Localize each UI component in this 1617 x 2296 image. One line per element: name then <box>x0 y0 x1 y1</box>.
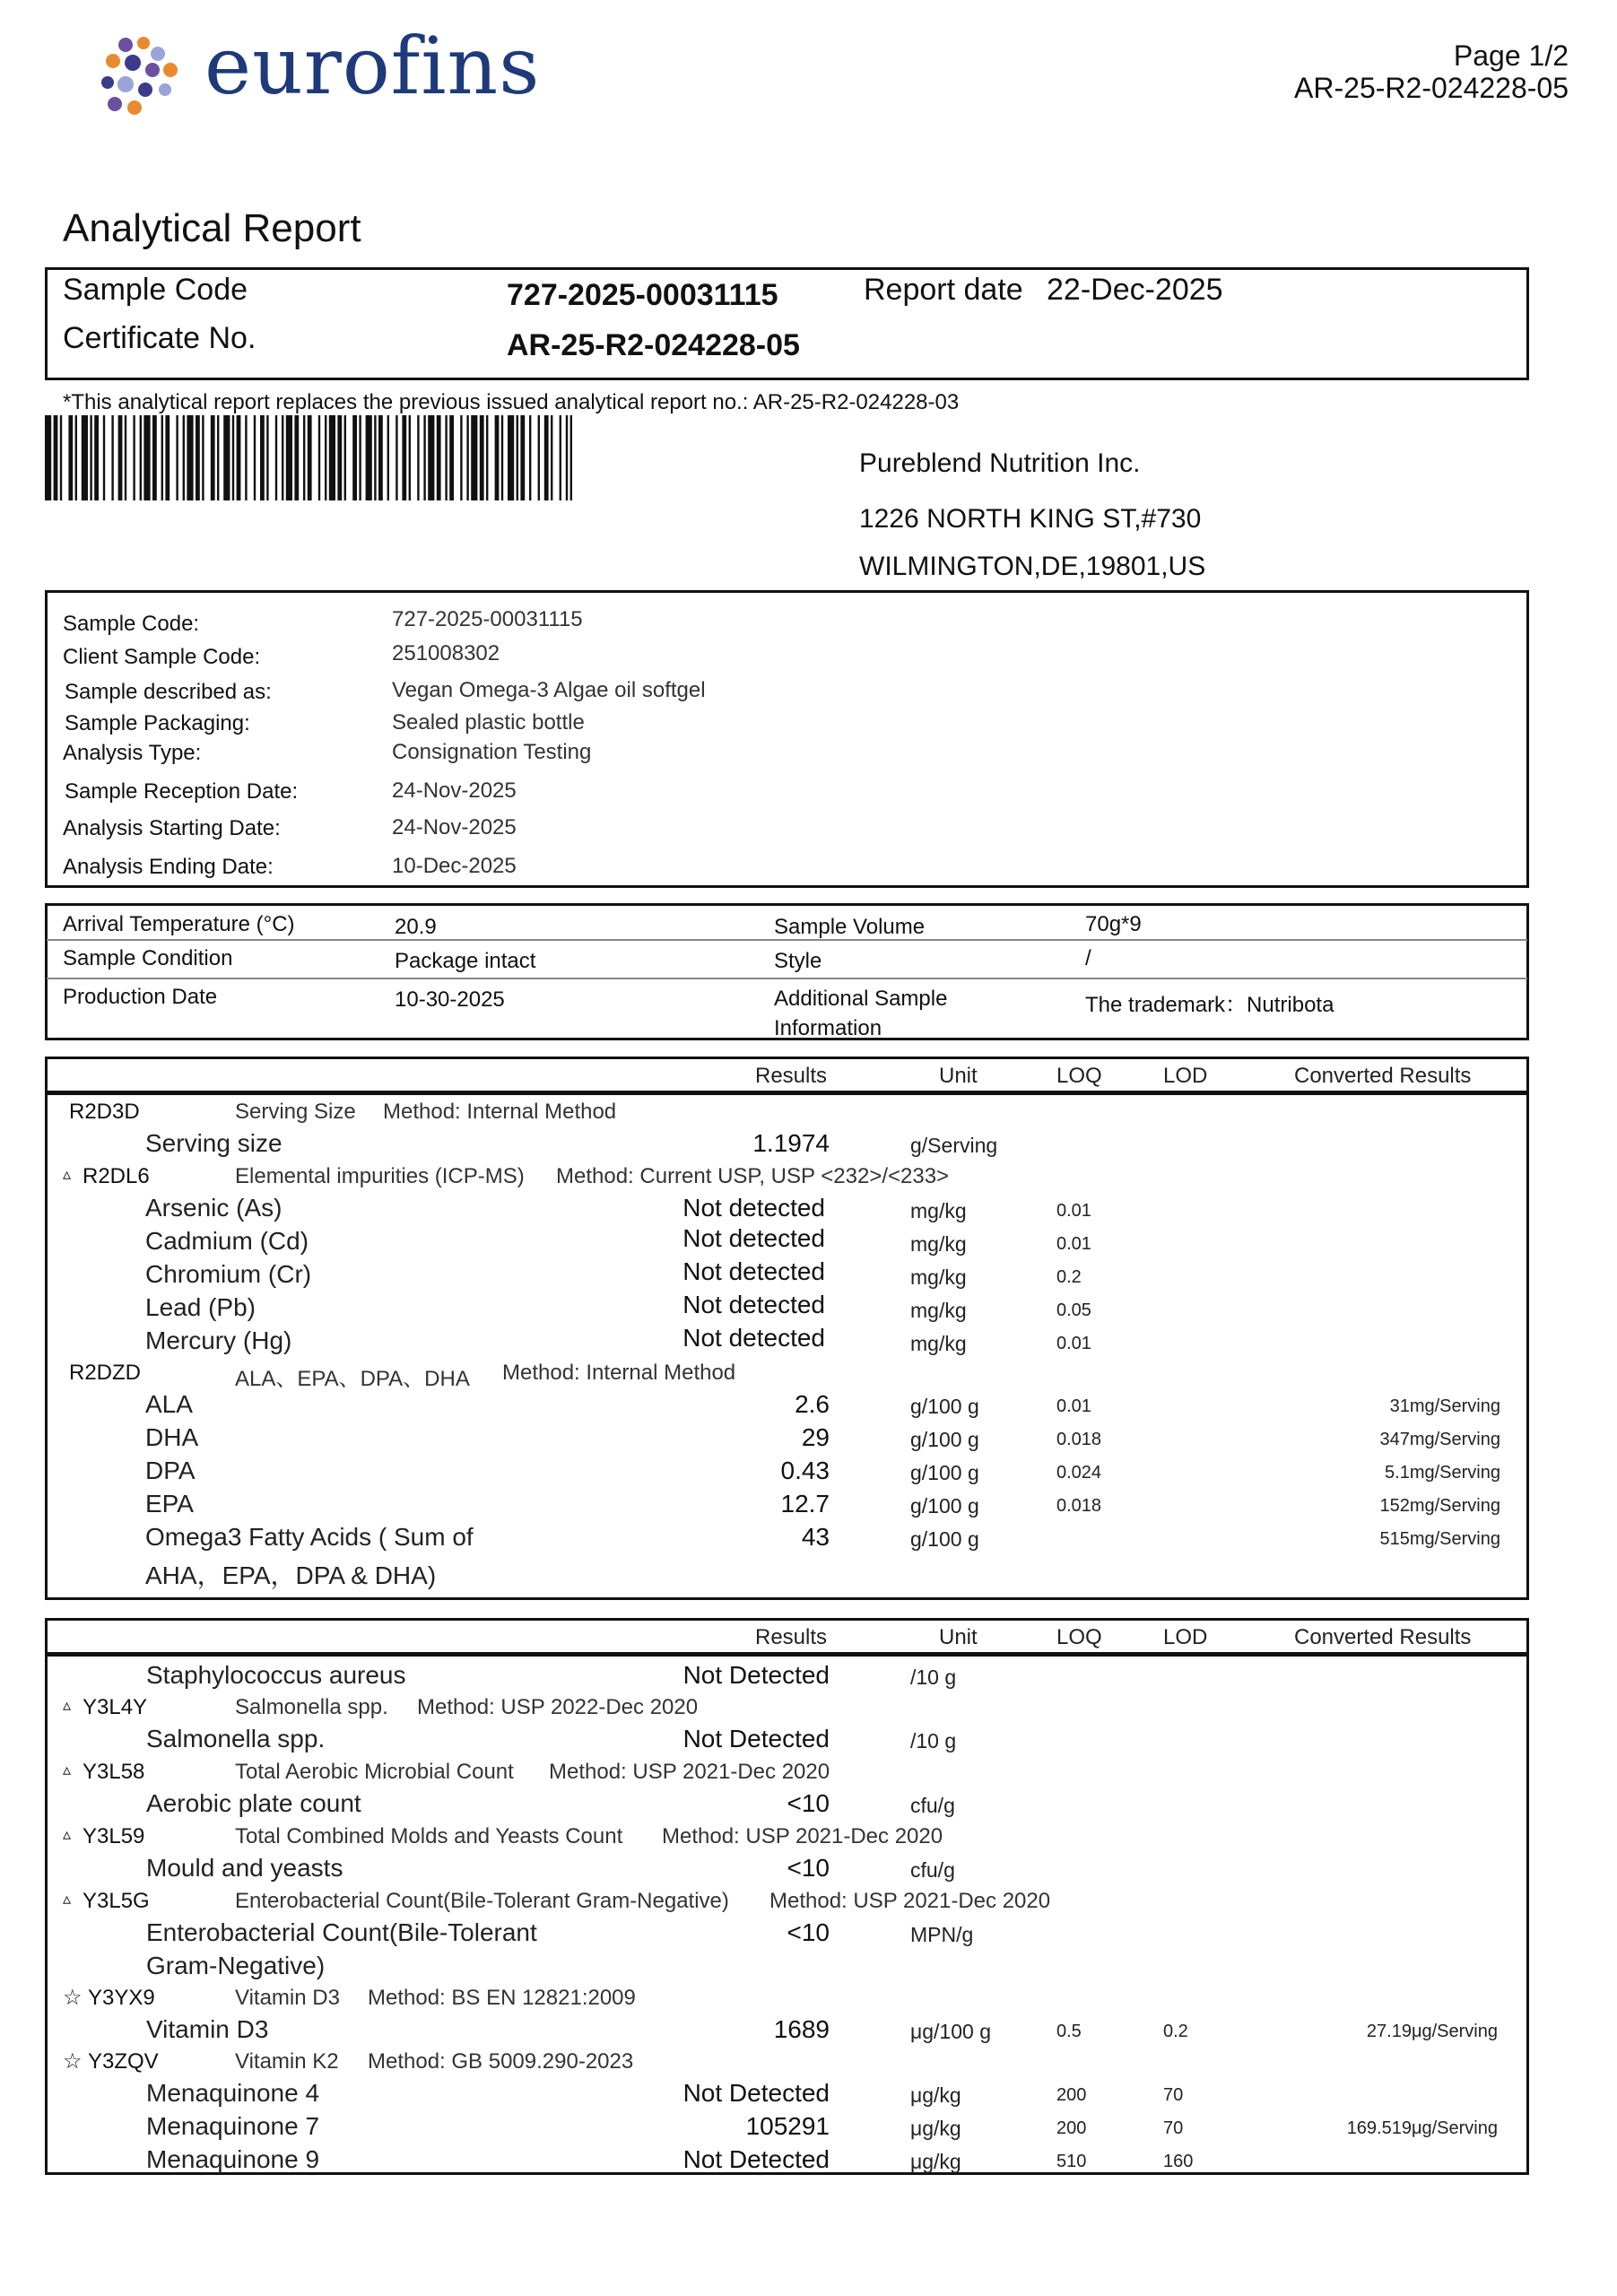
loq-value: 0.01 <box>1056 1234 1091 1254</box>
col-loq: LOQ <box>1056 1625 1102 1649</box>
barcode-bar <box>202 415 204 500</box>
analyte-name: Arsenic (As) <box>145 1194 283 1222</box>
method-text: Method: BS EN 12821:2009 <box>368 1986 636 2010</box>
barcode-bar <box>387 415 389 500</box>
info-value: Consignation Testing <box>392 740 592 764</box>
analyte-name-line2: Gram-Negative) <box>146 1952 326 1979</box>
result-value: Not detected <box>682 1291 825 1318</box>
barcode-bar <box>94 415 99 500</box>
method-text: Method: USP 2022-Dec 2020 <box>417 1695 699 1719</box>
test-group-name: Serving Size <box>235 1100 356 1124</box>
analyte-name: ALA <box>145 1390 193 1418</box>
analyte-name: DHA <box>145 1423 199 1451</box>
result-value: 43 <box>801 1523 830 1551</box>
result-unit: g/Serving <box>910 1134 998 1157</box>
barcode-bar <box>501 415 503 500</box>
result-value: 2.6 <box>795 1390 830 1418</box>
result-unit: mg/kg <box>910 1265 967 1289</box>
barcode-bar <box>217 415 219 500</box>
barcode-bar <box>223 415 230 500</box>
barcode-bar <box>143 415 150 500</box>
method-code: R2D3D <box>69 1100 140 1124</box>
test-group-name: ALA、EPA、DPA、DHA <box>235 1367 470 1391</box>
triangle-icon: ▵ <box>63 1890 72 1908</box>
col-loq: LOQ <box>1056 1064 1102 1088</box>
analyte-name: Chromium (Cr) <box>145 1260 312 1288</box>
barcode-bar <box>508 415 514 500</box>
loq-value: 0.05 <box>1056 1300 1091 1320</box>
info-label: Analysis Starting Date: <box>63 816 281 840</box>
info-value: 727-2025-00031115 <box>392 607 583 631</box>
analyte-name-line2: AHA，EPA，DPA & DHA) <box>145 1561 437 1589</box>
test-group-name: Elemental impurities (ICP-MS) <box>235 1164 525 1188</box>
barcode-bar <box>125 415 126 500</box>
barcode-bar <box>176 415 178 500</box>
analyte-name: Salmonella spp. <box>146 1725 326 1752</box>
converted-result: 31mg/Serving <box>1389 1396 1500 1416</box>
result-unit: mg/kg <box>910 1299 967 1322</box>
method-text: Method: Internal Method <box>502 1361 736 1385</box>
result-value: Not detected <box>682 1224 825 1252</box>
barcode-bar <box>544 415 549 500</box>
barcode-bar <box>152 415 157 500</box>
result-unit: g/100 g <box>910 1428 979 1451</box>
method-code: Y3YX9 <box>88 1986 155 2010</box>
col-results: Results <box>755 1064 828 1088</box>
result-unit: μg/100 g <box>910 2020 991 2043</box>
barcode-bar <box>366 415 372 500</box>
sample-condition-label: Sample Condition <box>63 946 233 970</box>
loq-value: 0.5 <box>1056 2022 1082 2041</box>
analyte-name: Menaquinone 7 <box>146 2112 320 2140</box>
result-unit: g/100 g <box>910 1527 979 1551</box>
result-value: <10 <box>787 1854 830 1882</box>
barcode-bar <box>318 415 320 500</box>
logo-wordmark: eurofins <box>204 20 541 112</box>
barcode-bar <box>232 415 234 500</box>
analyte-name: Menaquinone 4 <box>146 2079 320 2107</box>
header-divider <box>47 1652 1527 1657</box>
report-date-label: Report date <box>864 273 1023 307</box>
col-converted: Converted Results <box>1294 1064 1472 1088</box>
info-label: Sample described as: <box>65 680 272 704</box>
barcode-bar <box>374 415 376 500</box>
result-unit: cfu/g <box>910 1858 955 1882</box>
barcode-bar <box>54 415 58 500</box>
barcode-bar <box>211 415 215 500</box>
result-value: Not detected <box>682 1257 825 1285</box>
barcode-bar <box>466 415 468 500</box>
report-header-box <box>45 267 1529 380</box>
info-label: Analysis Type: <box>63 741 202 765</box>
info-label: Analysis Ending Date: <box>63 855 274 879</box>
barcode-bar <box>445 415 447 500</box>
barcode-bar <box>82 415 88 500</box>
col-converted: Converted Results <box>1294 1625 1472 1649</box>
barcode-bar <box>344 415 346 500</box>
col-results: Results <box>755 1625 828 1649</box>
info-value: Vegan Omega-3 Algae oil softgel <box>392 678 706 702</box>
client-name: Pureblend Nutrition Inc. <box>859 448 1141 478</box>
analyte-name: Enterobacterial Count(Bile-Tolerant <box>146 1918 537 1946</box>
client-address-line1: 1226 NORTH KING ST,#730 <box>859 504 1202 534</box>
analyte-name: Mould and yeasts <box>146 1854 343 1882</box>
analyte-name: Cadmium (Cd) <box>145 1227 309 1255</box>
additional-info-value: The trademark：Nutribota <box>1085 993 1334 1017</box>
test-group-name: Total Combined Molds and Yeasts Count <box>235 1824 623 1848</box>
loq-value: 200 <box>1056 2085 1087 2105</box>
barcode-bar <box>237 415 241 500</box>
method-code: Y3L59 <box>83 1824 145 1848</box>
result-unit: μg/kg <box>910 2150 961 2173</box>
test-group-name: Salmonella spp. <box>235 1695 388 1719</box>
result-unit: mg/kg <box>910 1199 967 1222</box>
sample-code-label: Sample Code <box>63 273 248 307</box>
analyte-name: Menaquinone 9 <box>146 2145 320 2173</box>
barcode-bar <box>471 415 477 500</box>
barcode-bar <box>140 415 142 500</box>
analyte-name: DPA <box>145 1457 196 1484</box>
arrival-temp-label: Arrival Temperature (°C) <box>63 912 295 936</box>
star-icon: ☆ <box>63 1986 83 2010</box>
loq-value: 0.024 <box>1056 1463 1102 1483</box>
barcode-bar <box>282 415 283 500</box>
loq-value: 0.018 <box>1056 1496 1102 1516</box>
barcode-bar <box>566 415 568 500</box>
analyte-name: EPA <box>145 1490 194 1518</box>
result-value: 0.43 <box>780 1457 830 1484</box>
triangle-icon: ▵ <box>63 1696 72 1714</box>
barcode-bar <box>460 415 462 500</box>
result-unit: MPN/g <box>910 1923 974 1946</box>
certificate-label: Certificate No. <box>63 321 256 355</box>
barcode-bar <box>325 415 326 500</box>
sample-volume-value: 70g*9 <box>1085 912 1142 936</box>
analyte-name: Staphylococcus aureus <box>146 1661 406 1689</box>
arrival-temp-value: 20.9 <box>395 915 437 939</box>
barcode-bar <box>538 415 540 500</box>
result-value: 12.7 <box>780 1490 830 1518</box>
method-text: Method: Current USP, USP <232>/<233> <box>556 1164 950 1188</box>
info-label: Client Sample Code: <box>63 645 261 669</box>
lod-value: 0.2 <box>1163 2022 1188 2041</box>
info-label: Sample Reception Date: <box>65 779 299 804</box>
converted-result: 515mg/Serving <box>1379 1529 1500 1549</box>
method-text: Method: USP 2021-Dec 2020 <box>549 1760 830 1784</box>
barcode-bar <box>417 415 419 500</box>
lod-value: 70 <box>1163 2118 1184 2138</box>
result-unit: g/100 g <box>910 1461 979 1484</box>
result-value: Not Detected <box>682 2079 830 2107</box>
star-icon: ☆ <box>63 2049 83 2074</box>
test-group-name: Total Aerobic Microbial Count <box>235 1760 514 1784</box>
test-group-name: Vitamin K2 <box>235 2049 339 2074</box>
analyte-name: Serving size <box>145 1129 283 1157</box>
method-text: Method: USP 2021-Dec 2020 <box>769 1889 1051 1913</box>
barcode-bar <box>294 415 299 500</box>
result-value: <10 <box>787 1789 830 1817</box>
converted-result: 27.19μg/Serving <box>1366 2022 1498 2041</box>
test-group-name: Vitamin D3 <box>235 1986 340 2010</box>
report-reference: AR-25-R2-024228-05 <box>1294 72 1569 104</box>
barcode-bar <box>245 415 247 500</box>
info-label: Sample Packaging: <box>65 711 250 735</box>
barcode-bar <box>352 415 357 500</box>
method-code: R2DL6 <box>83 1164 150 1188</box>
lod-value: 160 <box>1163 2152 1194 2171</box>
triangle-icon: ▵ <box>63 1165 72 1183</box>
barcode-bar <box>449 415 454 500</box>
result-unit: cfu/g <box>910 1794 955 1817</box>
col-lod: LOD <box>1163 1064 1208 1088</box>
info-value: 251008302 <box>392 641 500 665</box>
barcode-bar <box>437 415 441 500</box>
sample-code-value: 727-2025-00031115 <box>507 278 778 312</box>
loq-value: 510 <box>1056 2152 1087 2171</box>
barcode-image <box>45 415 572 500</box>
barcode-bar <box>286 415 292 500</box>
method-code: Y3ZQV <box>88 2049 159 2074</box>
barcode-bar <box>118 415 123 500</box>
barcode-bar <box>378 415 383 500</box>
result-value: Not Detected <box>682 1661 830 1689</box>
sample-condition-value: Package intact <box>395 949 536 973</box>
report-date-value: 22-Dec-2025 <box>1047 273 1223 307</box>
result-value: Not detected <box>682 1194 825 1222</box>
barcode-bar <box>495 415 500 500</box>
barcode-bar <box>266 415 268 500</box>
additional-info-label-line2: Information <box>774 1016 882 1040</box>
triangle-icon: ▵ <box>63 1761 72 1779</box>
result-unit: mg/kg <box>910 1232 967 1256</box>
page-number: Page 1/2 <box>1453 39 1569 72</box>
loq-value: 0.01 <box>1056 1396 1091 1416</box>
converted-result: 5.1mg/Serving <box>1385 1463 1500 1483</box>
col-lod: LOD <box>1163 1625 1208 1649</box>
analyte-name: Vitamin D3 <box>146 2015 269 2043</box>
result-value: Not detected <box>682 1324 825 1352</box>
method-code: Y3L58 <box>83 1760 145 1784</box>
barcode-bar <box>165 415 170 500</box>
col-unit: Unit <box>939 1064 978 1088</box>
barcode-bar <box>303 415 305 500</box>
replacement-note: *This analytical report replaces the previous issued analytical report no.: AR-25-R2-024228-03 <box>63 390 960 414</box>
barcode-bar <box>111 415 113 500</box>
lod-value: 70 <box>1163 2085 1184 2105</box>
style-label: Style <box>774 949 822 973</box>
analyte-name: Aerobic plate count <box>146 1789 361 1817</box>
info-value: 24-Nov-2025 <box>392 815 517 839</box>
barcode-bar <box>529 415 531 500</box>
certificate-value: AR-25-R2-024228-05 <box>507 328 800 362</box>
barcode-bar <box>196 415 200 500</box>
method-code: Y3L4Y <box>83 1695 148 1719</box>
barcode-bar <box>254 415 256 500</box>
method-text: Method: Internal Method <box>383 1100 617 1124</box>
barcode-bar <box>520 415 525 500</box>
barcode-bar <box>60 415 62 500</box>
converted-result: 347mg/Serving <box>1379 1430 1500 1449</box>
result-unit: /10 g <box>910 1729 957 1752</box>
barcode-bar <box>45 415 51 500</box>
barcode-bar <box>68 415 73 500</box>
barcode-bar <box>396 415 397 500</box>
result-value: 1.1974 <box>752 1129 830 1157</box>
sample-info-box <box>45 590 1529 888</box>
converted-result: 169.519μg/Serving <box>1346 2118 1498 2138</box>
result-unit: /10 g <box>910 1665 957 1689</box>
barcode-bar <box>423 415 425 500</box>
test-group-name: Enterobacterial Count(Bile-Tolerant Gram-Negative) <box>235 1889 729 1913</box>
loq-value: 0.01 <box>1056 1201 1091 1221</box>
barcode-bar <box>275 415 277 500</box>
production-date-value: 10-30-2025 <box>395 987 505 1012</box>
result-unit: μg/kg <box>910 2117 961 2140</box>
barcode-bar <box>308 415 312 500</box>
barcode-bar <box>75 415 77 500</box>
loq-value: 0.018 <box>1056 1430 1102 1449</box>
barcode-bar <box>560 415 561 500</box>
result-value: <10 <box>787 1918 830 1946</box>
loq-value: 200 <box>1056 2118 1087 2138</box>
barcode-bar <box>90 415 91 500</box>
info-value: 10-Dec-2025 <box>392 854 517 878</box>
eurofins-logo-icon <box>97 34 187 124</box>
barcode-bar <box>133 415 135 500</box>
barcode-bar <box>329 415 335 500</box>
barcode-bar <box>183 415 185 500</box>
result-value: 105291 <box>745 2112 830 2140</box>
result-value: Not Detected <box>682 1725 830 1752</box>
row-divider <box>47 978 1527 979</box>
barcode-bar <box>480 415 484 500</box>
barcode-bar <box>409 415 411 500</box>
barcode-bar <box>428 415 434 500</box>
barcode-bar <box>337 415 342 500</box>
result-value: 29 <box>801 1423 830 1451</box>
barcode-bar <box>187 415 193 500</box>
result-unit: mg/kg <box>910 1332 967 1355</box>
analyte-name: Omega3 Fatty Acids ( Sum of <box>145 1523 474 1551</box>
client-address-line2: WILMINGTON,DE,19801,US <box>859 552 1206 581</box>
result-value: 1689 <box>773 2015 830 2043</box>
barcode-bar <box>161 415 163 500</box>
barcode-bar <box>402 415 406 500</box>
barcode-bar <box>260 415 265 500</box>
barcode-bar <box>551 415 552 500</box>
method-code: R2DZD <box>69 1361 142 1385</box>
loq-value: 0.01 <box>1056 1334 1091 1353</box>
col-unit: Unit <box>939 1625 978 1649</box>
method-code: Y3L5G <box>83 1889 150 1913</box>
result-unit: g/100 g <box>910 1494 979 1518</box>
sample-volume-label: Sample Volume <box>774 915 926 939</box>
additional-info-label: Additional Sample <box>774 987 948 1011</box>
method-text: Method: USP 2021-Dec 2020 <box>662 1824 943 1848</box>
page-title: Analytical Report <box>63 206 361 250</box>
info-value: Sealed plastic bottle <box>392 710 585 735</box>
barcode-bar <box>103 415 105 500</box>
result-value: Not Detected <box>682 2145 830 2173</box>
style-value: / <box>1085 946 1091 970</box>
production-date-label: Production Date <box>63 985 218 1009</box>
header-divider <box>47 1091 1527 1095</box>
triangle-icon: ▵ <box>63 1825 72 1843</box>
method-text: Method: GB 5009.290-2023 <box>368 2049 634 2074</box>
loq-value: 0.2 <box>1056 1267 1082 1287</box>
barcode-bar <box>517 415 518 500</box>
result-unit: μg/kg <box>910 2083 961 2107</box>
analyte-name: Lead (Pb) <box>145 1293 256 1321</box>
barcode-bar <box>359 415 361 500</box>
info-value: 24-Nov-2025 <box>392 778 517 803</box>
barcode-bar <box>486 415 488 500</box>
analyte-name: Mercury (Hg) <box>145 1326 292 1354</box>
result-unit: g/100 g <box>910 1395 979 1418</box>
barcode-bar <box>570 415 572 500</box>
converted-result: 152mg/Serving <box>1379 1496 1500 1516</box>
info-label: Sample Code: <box>63 612 200 636</box>
